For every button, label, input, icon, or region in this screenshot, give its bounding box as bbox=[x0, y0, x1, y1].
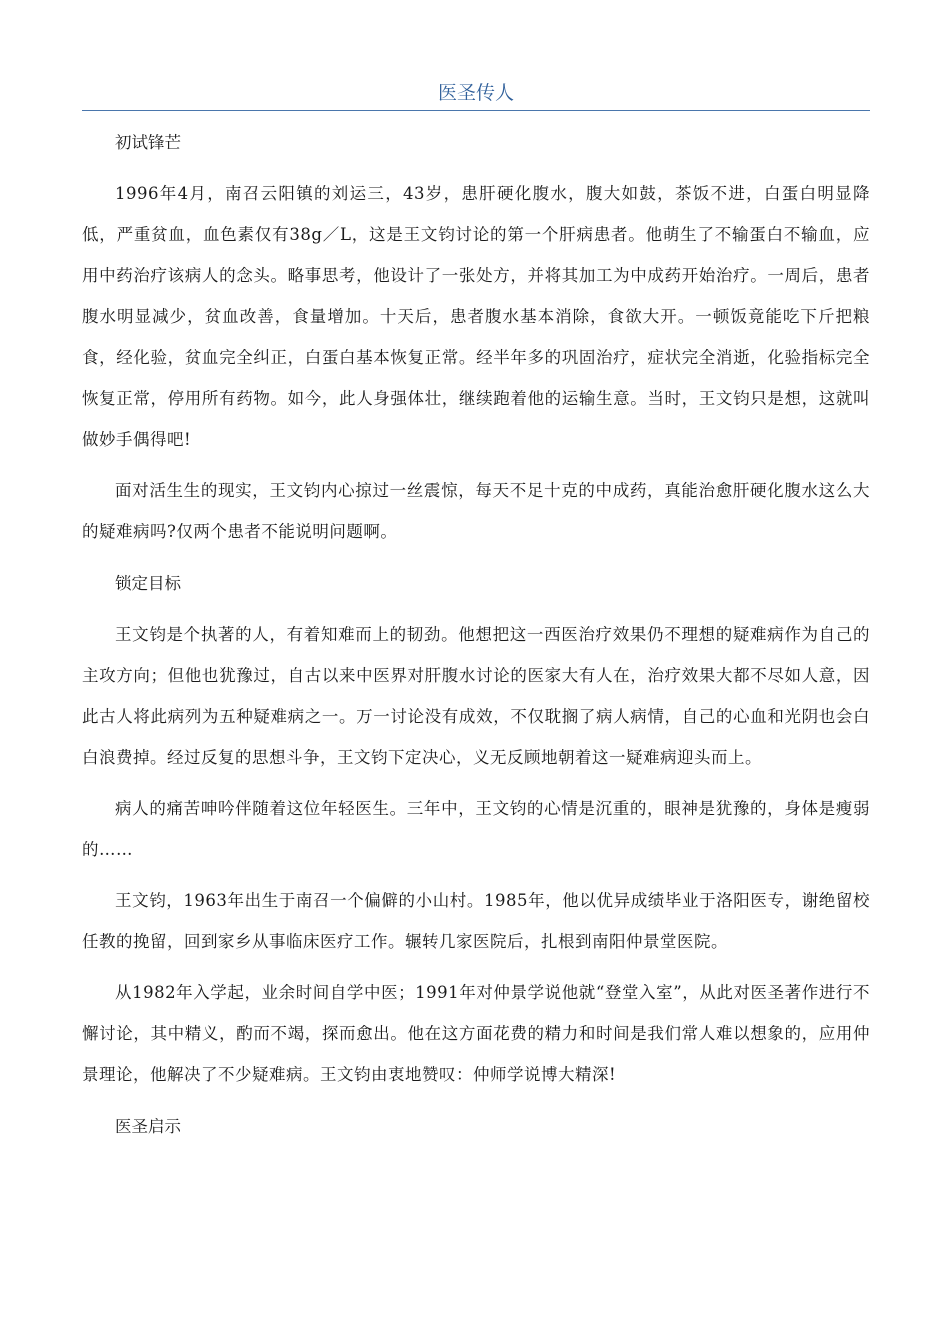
document-title: 医圣传人 bbox=[437, 82, 514, 104]
paragraph: 病人的痛苦呻吟伴随着这位年轻医生。三年中，王文钧的心情是沉重的，眼神是犹豫的，身体是瘦弱的…… bbox=[82, 799, 870, 859]
paragraph: 从1982年入学起，业余时间自学中医；1991年对仲景学说他就“登堂入室”，从此对医圣著作进行不懈讨论，其中精义，酌而不竭，探而愈出。他在这方面花费的精力和时间是我们常人难以想象的，应用仲景理论，他解决了不少疑难病。王文钧由衷地赞叹：仲师学说博大精深! bbox=[82, 983, 870, 1084]
paragraph: 面对活生生的现实，王文钧内心掠过一丝震惊，每天不足十克的中成药，真能治愈肝硬化腹水这么大的疑难病吗?仅两个患者不能说明问题啊。 bbox=[82, 481, 870, 541]
section-heading: 初试锋芒 bbox=[115, 133, 181, 152]
paragraph: 1996年4月，南召云阳镇的刘运三，43岁，患肝硬化腹水，腹大如鼓，茶饭不进，白蛋白明显降低，严重贫血，血色素仅有38g／L，这是王文钧讨论的第一个肝病患者。他萌生了不输蛋白不输血，应用中药治疗该病人的念头。略事思考，他设计了一张处方，并将其加工为中成药开始治疗。一周后，患者腹水明显减少，贫血改善，食量增加。十天后，患者腹水基本消除，食欲大开。一顿饭竟能吃下斤把粮食，经化验，贫血完全纠正，白蛋白基本恢复正常。经半年多的巩固治疗，症状完全消逝，化验指标完全恢复正常，停用所有药物。如今，此人身强体壮，继续跑着他的运输生意。当时，王文钧只是想，这就叫做妙手偶得吧! bbox=[82, 184, 870, 449]
title-underline bbox=[82, 110, 870, 111]
paragraph: 王文钧，1963年出生于南召一个偏僻的小山村。1985年，他以优异成绩毕业于洛阳医专，谢绝留校任教的挽留，回到家乡从事临床医疗工作。辗转几家医院后，扎根到南阳仲景堂医院。 bbox=[82, 891, 870, 951]
document-page bbox=[82, 78, 870, 1147]
section-heading: 医圣启示 bbox=[115, 1117, 181, 1136]
section-heading: 锁定目标 bbox=[115, 574, 181, 593]
paragraph: 王文钧是个执著的人，有着知难而上的韧劲。他想把这一西医治疗效果仍不理想的疑难病作为自己的主攻方向；但他也犹豫过，自古以来中医界对肝腹水讨论的医家大有人在，治疗效果大都不尽如人意，因此古人将此病列为五种疑难病之一。万一讨论没有成效，不仅耽搁了病人病情，自己的心血和光阴也会白白浪费掉。经过反复的思想斗争，王文钧下定决心，义无反顾地朝着这一疑难病迎头而上。 bbox=[82, 625, 870, 767]
